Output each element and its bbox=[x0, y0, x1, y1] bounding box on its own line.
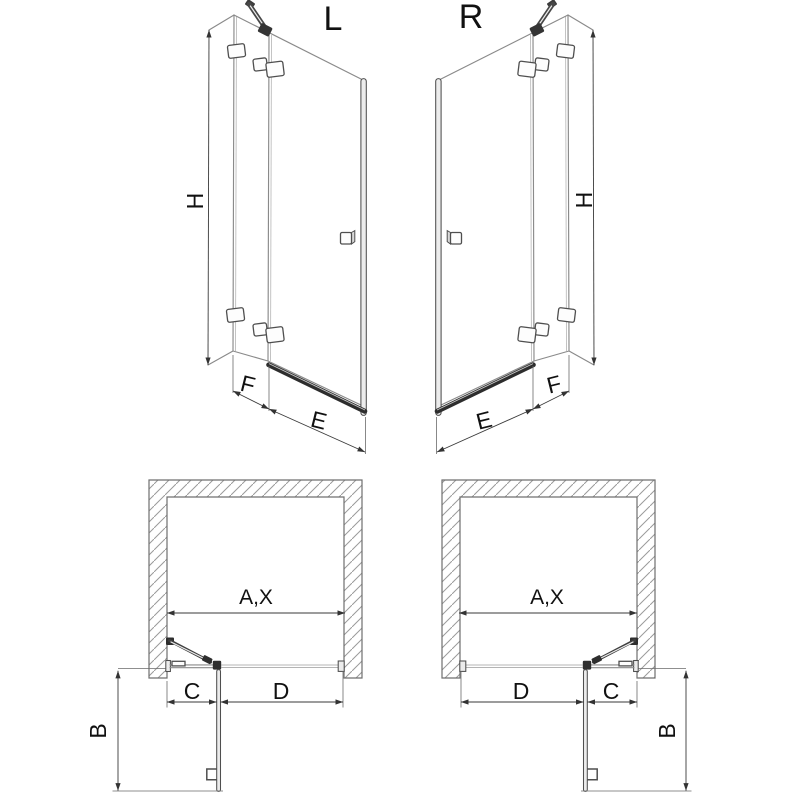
open-door-leaf bbox=[217, 670, 221, 792]
top-edge bbox=[234, 15, 362, 80]
door-edge-profile bbox=[361, 79, 366, 416]
threshold-bar bbox=[269, 364, 365, 412]
plan-view-left-geometry bbox=[113, 480, 363, 791]
dim-label-d-right: D bbox=[512, 678, 530, 704]
hinge-axis bbox=[268, 33, 272, 361]
dim-label-height-left: H bbox=[182, 192, 208, 210]
dim-label-d-left: D bbox=[272, 678, 290, 704]
pivot-hinge bbox=[213, 661, 221, 670]
dim-label-height-right: H bbox=[571, 191, 597, 209]
threshold-track bbox=[221, 661, 344, 671]
support-brace bbox=[245, 0, 273, 37]
plan-view-right-geometry bbox=[442, 480, 692, 791]
wall-clamp-bottom bbox=[226, 308, 244, 323]
dim-label-door-right: E bbox=[473, 405, 495, 435]
dim-label-c-left: C bbox=[183, 678, 201, 704]
door-handle bbox=[341, 231, 355, 244]
variant-label-right: R bbox=[458, 0, 484, 36]
dim-label-opening-left: A,X bbox=[239, 586, 273, 609]
dim-label-opening-right: A,X bbox=[530, 586, 564, 609]
dim-label-fixed-right: F bbox=[544, 369, 565, 399]
wall-jamb-profile bbox=[338, 661, 344, 671]
dim-label-b-right: B bbox=[654, 723, 680, 739]
dim-label-b-left: B bbox=[85, 723, 111, 739]
door-panel bbox=[268, 79, 366, 416]
dim-label-c-right: C bbox=[602, 678, 620, 704]
dim-label-door-left: E bbox=[308, 405, 330, 435]
wall-clamp-top bbox=[227, 44, 245, 59]
top-view-right-geometry bbox=[436, 0, 594, 454]
labels bbox=[85, 0, 680, 739]
variant-label-left: L bbox=[323, 0, 343, 38]
door-handle-plan bbox=[207, 769, 217, 780]
support-brace-plan bbox=[166, 638, 213, 665]
top-view-left-geometry bbox=[208, 0, 366, 454]
dim-label-fixed-left: F bbox=[237, 369, 258, 399]
dimension-line-height bbox=[208, 30, 209, 365]
